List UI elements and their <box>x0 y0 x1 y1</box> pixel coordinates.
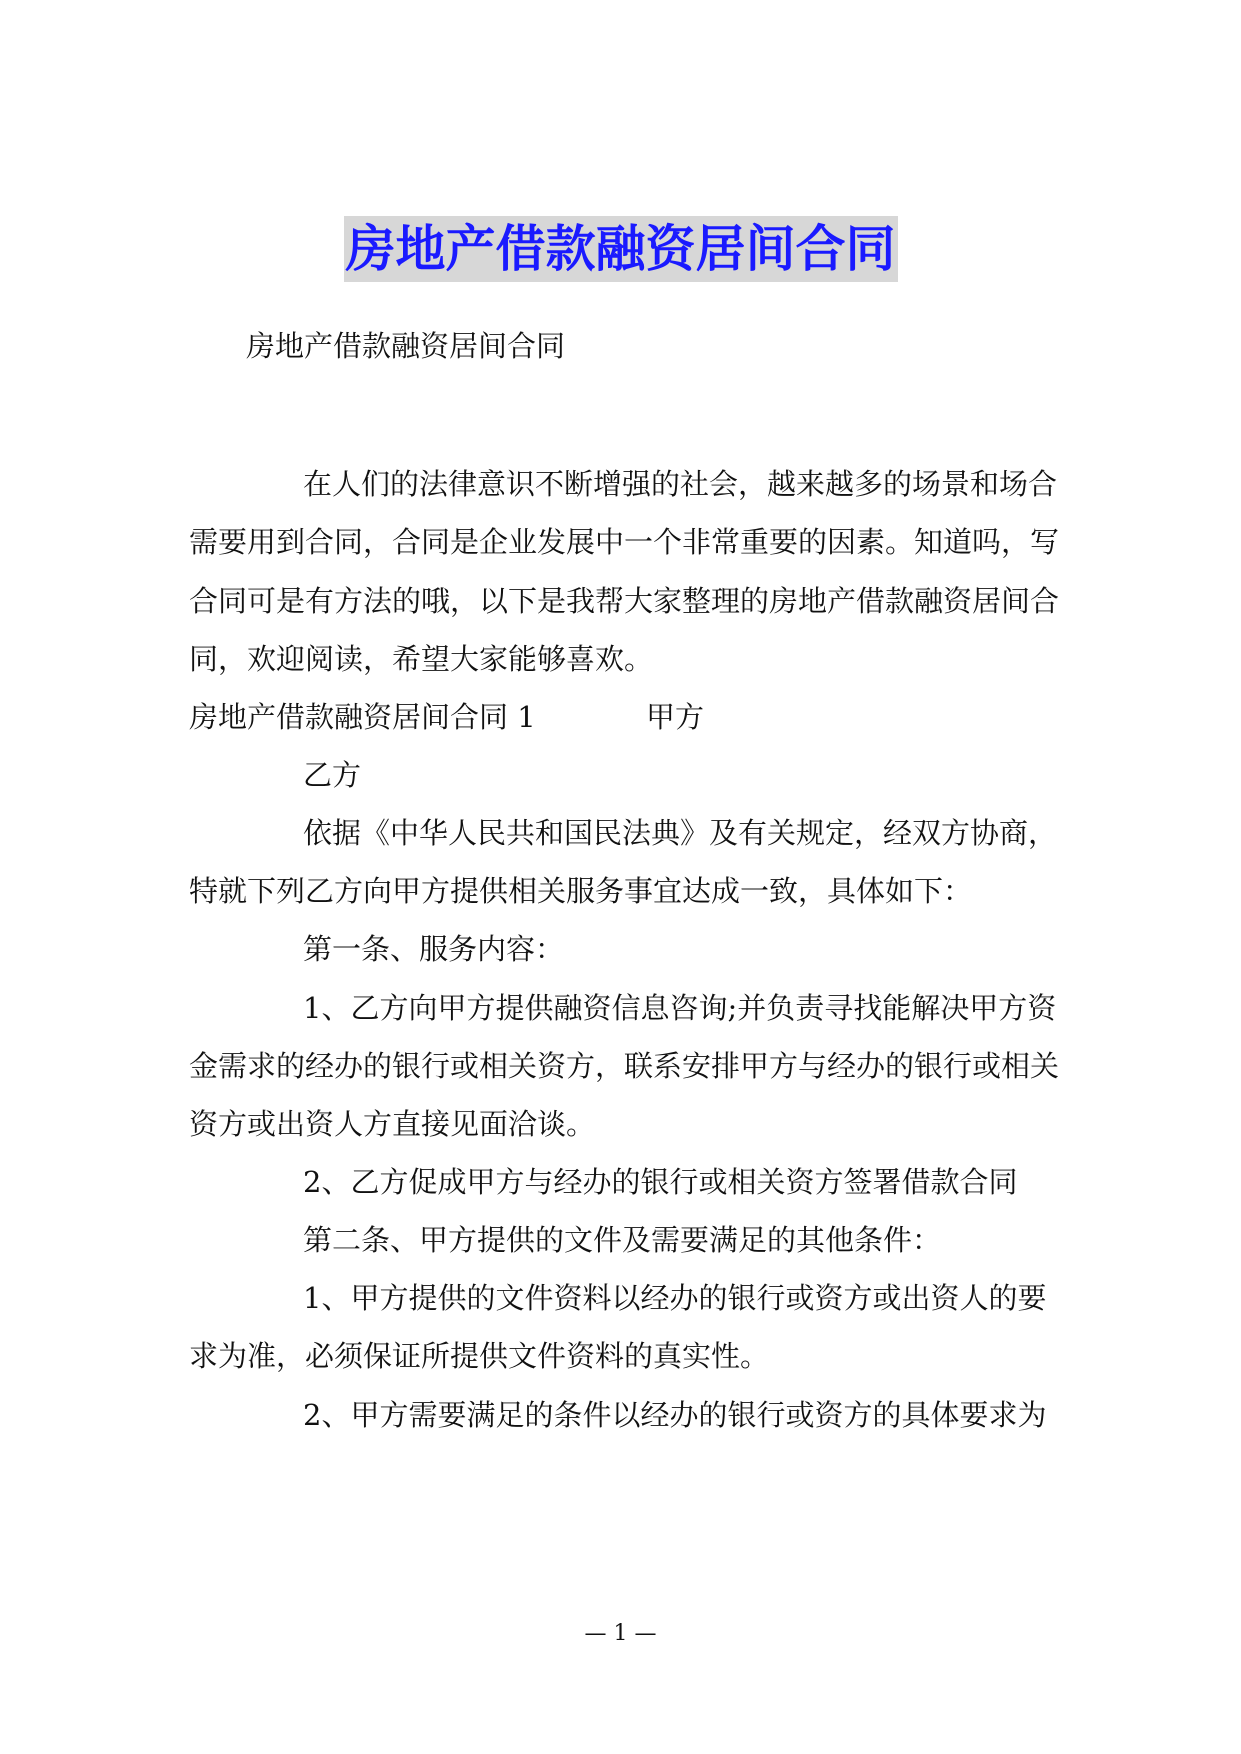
preamble-line-2: 特就下列乙方向甲方提供相关服务事宜达成一致，具体如下： <box>189 874 973 908</box>
preamble-line-1: 依据《中华人民共和国民法典》及有关规定，经双方协商， <box>303 816 1058 850</box>
intro-line-4: 同，欢迎阅读，希望大家能够喜欢。 <box>189 642 654 676</box>
article-2-item-1-line-1: 1、甲方提供的文件资料以经办的银行或资方或出资人的要 <box>303 1281 1047 1315</box>
article-1-item-1-line-1: 1、乙方向甲方提供融资信息咨询;并负责寻找能解决甲方资 <box>303 991 1057 1025</box>
intro-line-1: 在人们的法律意识不断增强的社会，越来越多的场景和场合 <box>303 467 1058 501</box>
contract-heading: 房地产借款融资居间合同 1 <box>189 700 536 734</box>
document-subtitle: 房地产借款融资居间合同 <box>246 329 566 363</box>
page-number: — 1 — <box>584 1621 657 1646</box>
intro-line-3: 合同可是有方法的哦，以下是我帮大家整理的房地产借款融资居间合 <box>189 584 1060 618</box>
document-title: 房地产借款融资居间合同 <box>344 216 898 282</box>
article-1-item-1-line-2: 金需求的经办的银行或相关资方，联系安排甲方与经办的银行或相关 <box>189 1049 1060 1083</box>
title-container <box>0 216 1241 282</box>
party-a-label: 甲方 <box>646 700 705 734</box>
intro-line-2: 需要用到合同，合同是企业发展中一个非常重要的因素。知道吗，写 <box>189 525 1060 559</box>
article-1-title: 第一条、服务内容： <box>303 932 565 966</box>
article-2-title: 第二条、甲方提供的文件及需要满足的其他条件： <box>303 1223 942 1257</box>
article-2-item-2: 2、甲方需要满足的条件以经办的银行或资方的具体要求为 <box>303 1398 1047 1432</box>
article-1-item-1-line-3: 资方或出资人方直接见面洽谈。 <box>189 1107 596 1141</box>
article-1-item-2: 2、乙方促成甲方与经办的银行或相关资方签署借款合同 <box>303 1165 1018 1199</box>
party-b-label: 乙方 <box>303 758 362 792</box>
article-2-item-1-line-2: 求为准，必须保证所提供文件资料的真实性。 <box>189 1339 770 1373</box>
